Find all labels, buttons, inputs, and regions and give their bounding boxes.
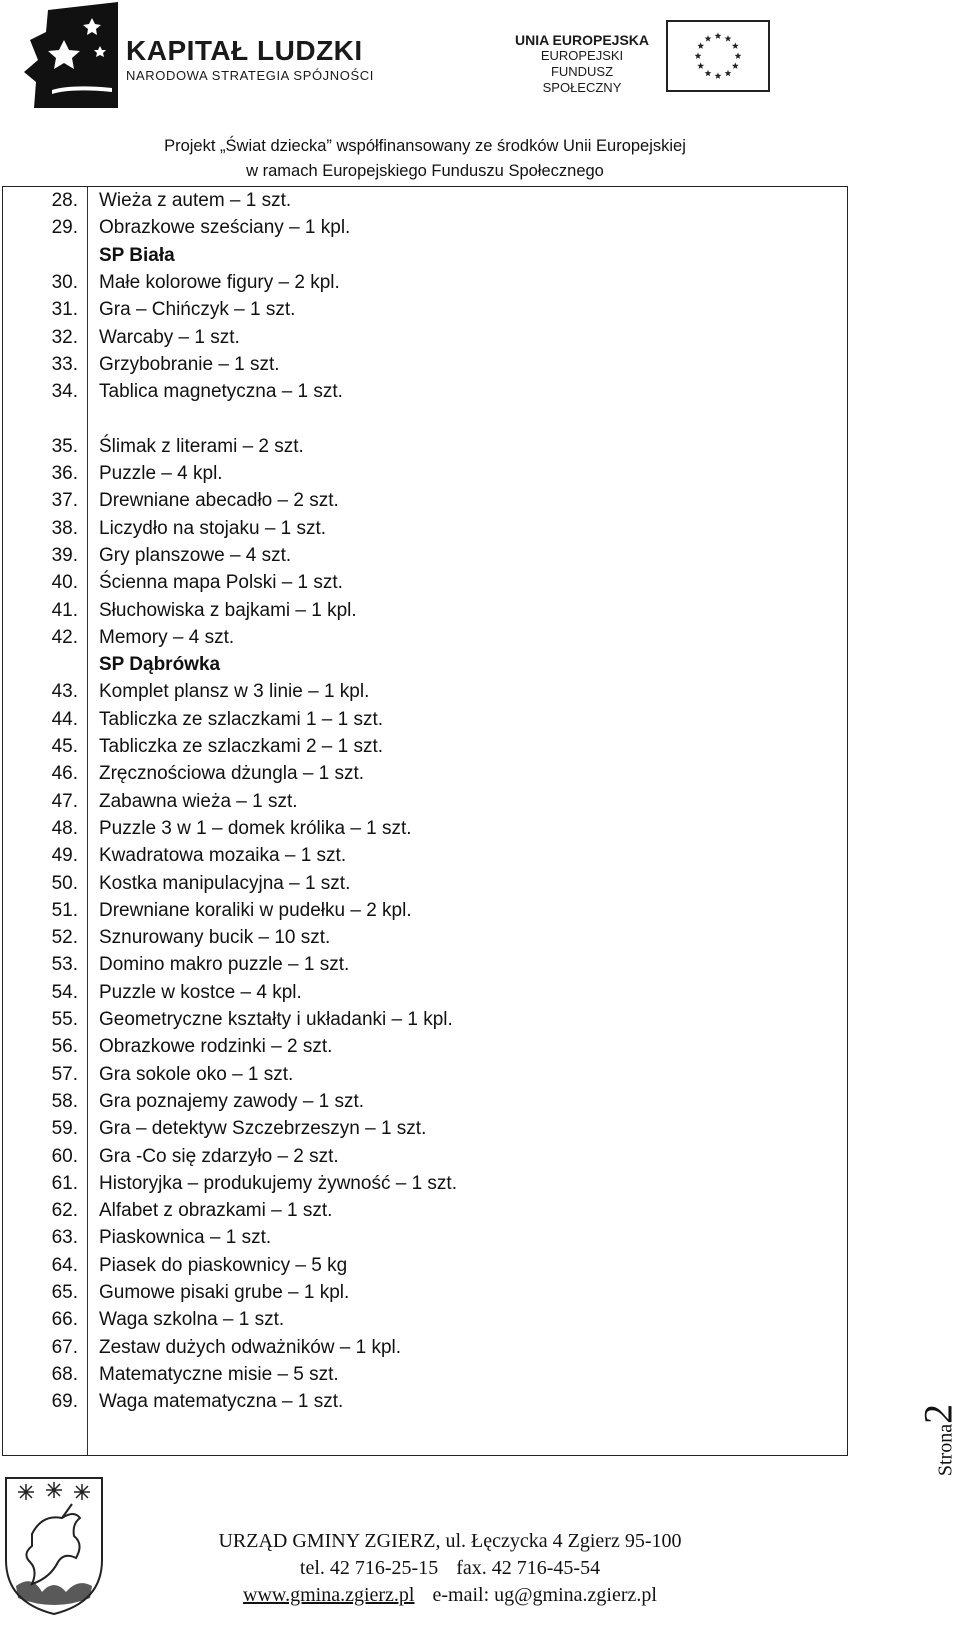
list-item — [3, 487, 847, 515]
list-item — [3, 733, 847, 761]
eu-star-icon — [715, 72, 722, 79]
list-item — [3, 569, 847, 597]
list-item — [3, 1088, 847, 1116]
org-subtitle: NARODOWA STRATEGIA SPÓJNOŚCI — [126, 68, 374, 83]
item-text: Waga matematyczna – 1 szt. — [99, 1391, 344, 1413]
item-number: 66. — [51, 1309, 78, 1331]
item-number: 34. — [51, 381, 78, 403]
item-text: Słuchowiska z bajkami – 1 kpl. — [99, 599, 357, 621]
eu-star-icon — [725, 70, 732, 77]
blank-row — [3, 405, 847, 433]
item-number: 60. — [51, 1145, 78, 1167]
list-item — [3, 1224, 847, 1252]
list-item — [3, 924, 847, 952]
item-text: Obrazkowe rodzinki – 2 szt. — [99, 1036, 333, 1058]
kapital-ludzki-logo — [22, 2, 122, 110]
page-label: Strona — [934, 1423, 957, 1477]
eu-line-2: EUROPEJSKI — [540, 48, 624, 63]
item-text: Domino makro puzzle – 1 szt. — [99, 954, 350, 976]
item-text: Obrazkowe sześciany – 1 kpl. — [99, 217, 351, 239]
item-number: 41. — [51, 599, 78, 621]
item-number: 49. — [51, 845, 78, 867]
item-number: 35. — [51, 435, 78, 457]
item-text: Zręcznościowa dżungla – 1 szt. — [99, 763, 365, 785]
item-number: 63. — [51, 1227, 78, 1249]
item-text: Tabliczka ze szlaczkami 2 – 1 szt. — [99, 736, 384, 757]
item-number: 62. — [51, 1200, 78, 1222]
item-text: Drewniane koraliki w pudełku – 2 kpl. — [99, 899, 412, 921]
item-text: Waga szkolna – 1 szt. — [99, 1309, 285, 1331]
item-number: 40. — [51, 572, 78, 594]
eu-star-icon — [715, 32, 722, 39]
item-text: Ścienna mapa Polski – 1 szt. — [99, 572, 343, 594]
item-number: 39. — [51, 544, 78, 566]
item-number: 65. — [51, 1282, 78, 1303]
eu-star-icon — [725, 35, 732, 42]
item-number: 50. — [51, 872, 78, 894]
list-item — [3, 624, 847, 652]
item-text: Gra – detektyw Szczebrzeszyn – 1 szt. — [99, 1118, 427, 1140]
org-name: KAPITAŁ LUDZKI — [126, 35, 363, 66]
list-item — [3, 1306, 847, 1334]
list-item — [3, 1115, 847, 1143]
list-item — [3, 597, 847, 625]
item-number: 48. — [51, 817, 78, 839]
item-text: Warcaby – 1 szt. — [99, 326, 240, 348]
list-item — [3, 324, 847, 352]
eu-line-1: UNIA EUROPEJSKA — [514, 32, 650, 48]
item-text: Kwadratowa mozaika – 1 szt. — [99, 845, 347, 867]
footer-web — [150, 1582, 750, 1609]
list-item — [3, 815, 847, 843]
list-item — [3, 269, 847, 297]
eu-star-icon — [732, 62, 739, 69]
item-number: 46. — [51, 763, 78, 785]
project-note — [150, 134, 700, 184]
item-text: Tablica magnetyczna – 1 szt. — [99, 381, 343, 403]
project-line-1: Projekt „Świat dziecka” współfinansowany ze środków Unii Europejskiej — [164, 137, 686, 155]
item-number: 52. — [51, 927, 78, 949]
item-text: Puzzle 3 w 1 – domek królika – 1 szt. — [99, 817, 412, 839]
footer-phones — [150, 1555, 750, 1582]
item-number: 28. — [51, 190, 78, 211]
zgierz-crest-icon — [2, 1474, 106, 1616]
item-number: 33. — [51, 353, 78, 375]
list-item — [3, 1170, 847, 1198]
item-number: 56. — [51, 1036, 78, 1058]
item-text: Wieża z autem – 1 szt. — [99, 190, 292, 211]
item-number: 67. — [51, 1336, 78, 1358]
item-text: Puzzle – 4 kpl. — [99, 463, 223, 484]
list-item — [3, 1061, 847, 1089]
eu-flag-icon — [666, 20, 770, 92]
item-number: 30. — [51, 271, 78, 293]
list-item — [3, 760, 847, 788]
item-text: Piaskownica – 1 szt. — [99, 1227, 272, 1249]
item-number: 42. — [51, 626, 78, 648]
section-title: SP Dąbrówka — [99, 654, 221, 676]
item-number: 36. — [51, 463, 78, 484]
footer-fax: fax. 42 716-45-54 — [456, 1557, 601, 1579]
item-text: Memory – 4 szt. — [99, 626, 235, 648]
list-item — [3, 979, 847, 1007]
item-text: Puzzle w kostce – 4 kpl. — [99, 981, 302, 1003]
list-item — [3, 378, 847, 406]
list-item — [3, 788, 847, 816]
item-text: Gra sokole oko – 1 szt. — [99, 1063, 294, 1085]
item-number: 61. — [51, 1172, 78, 1194]
eu-line-3: FUNDUSZ SPOŁECZNY — [542, 64, 622, 95]
items-table — [2, 186, 848, 1456]
item-number: 29. — [51, 217, 78, 239]
section-header-row — [3, 242, 847, 270]
list-item — [3, 1361, 847, 1389]
item-number: 55. — [51, 1009, 78, 1030]
item-text: Gry planszowe – 4 szt. — [99, 544, 292, 566]
list-item — [3, 706, 847, 734]
item-text: Kostka manipulacyjna – 1 szt. — [99, 872, 351, 894]
list-item — [3, 296, 847, 324]
list-item — [3, 897, 847, 925]
item-number: 44. — [51, 708, 78, 730]
item-number: 54. — [51, 981, 78, 1003]
item-text: Małe kolorowe figury – 2 kpl. — [99, 271, 340, 293]
item-text: Alfabet z obrazkami – 1 szt. — [99, 1200, 333, 1222]
item-number: 43. — [51, 681, 78, 703]
list-item — [3, 1197, 847, 1225]
item-text: Geometryczne kształty i układanki – 1 kpl. — [99, 1009, 453, 1030]
footer-phone: tel. 42 716-25-15 — [299, 1557, 439, 1579]
list-item — [3, 678, 847, 706]
list-item — [3, 351, 847, 379]
item-number: 51. — [51, 899, 78, 921]
footer-email: e-mail: ug@gmina.zgierz.pl — [432, 1584, 657, 1606]
list-item — [3, 187, 847, 215]
item-text: Historyjka – produkujemy żywność – 1 szt. — [99, 1172, 457, 1194]
list-item — [3, 1334, 847, 1362]
list-item — [3, 1006, 847, 1034]
list-item — [3, 542, 847, 570]
item-number: 58. — [51, 1090, 78, 1112]
item-text: Gra -Co się zdarzyło – 2 szt. — [99, 1145, 339, 1167]
item-text: Komplet plansz w 3 linie – 1 kpl. — [99, 681, 370, 703]
eu-star-icon — [732, 42, 739, 49]
item-text: Zestaw dużych odważników – 1 kpl. — [99, 1336, 402, 1358]
project-line-2: w ramach Europejskiego Funduszu Społecznego — [246, 162, 604, 180]
section-header-row — [3, 651, 847, 679]
list-item — [3, 433, 847, 461]
item-number: 64. — [51, 1254, 78, 1276]
item-text: Gumowe pisaki grube – 1 kpl. — [99, 1282, 350, 1303]
item-text: Sznurowany bucik – 10 szt. — [99, 927, 331, 949]
list-item — [3, 1252, 847, 1280]
item-number: 53. — [51, 954, 78, 976]
item-text: Liczydło na stojaku – 1 szt. — [99, 517, 327, 539]
item-number: 57. — [51, 1063, 78, 1085]
item-text: Gra poznajemy zawody – 1 szt. — [99, 1090, 365, 1112]
eu-wordmark — [510, 32, 654, 96]
item-text: Grzybobranie – 1 szt. — [99, 353, 280, 375]
kapital-ludzki-wordmark — [126, 36, 374, 83]
list-item — [3, 1143, 847, 1171]
item-text: Ślimak z literami – 2 szt. — [99, 435, 304, 457]
eu-star-icon — [705, 70, 712, 77]
item-number: 31. — [51, 299, 78, 321]
list-item — [3, 460, 847, 488]
list-item — [3, 1033, 847, 1061]
item-text: Drewniane abecadło – 2 szt. — [99, 490, 339, 512]
item-number: 59. — [51, 1118, 78, 1140]
page-number-marker — [915, 1395, 960, 1485]
item-text: Zabawna wieża – 1 szt. — [99, 790, 298, 812]
item-number: 68. — [51, 1363, 78, 1385]
eu-star-icon — [735, 52, 742, 59]
item-number: 38. — [51, 517, 78, 539]
eu-star-icon — [697, 62, 704, 69]
list-item — [3, 214, 847, 242]
item-text: Piasek do piaskownicy – 5 kg — [99, 1254, 348, 1276]
list-item — [3, 1279, 847, 1307]
item-text: Matematyczne misie – 5 szt. — [99, 1363, 339, 1385]
list-item — [3, 515, 847, 543]
eu-star-icon — [697, 42, 704, 49]
section-title: SP Biała — [99, 244, 175, 266]
footer-contact — [150, 1528, 750, 1609]
page-number: 2 — [915, 1403, 960, 1424]
list-item — [3, 1388, 847, 1416]
item-text: Tabliczka ze szlaczkami 1 – 1 szt. — [99, 708, 384, 730]
eu-star-icon — [695, 52, 702, 59]
list-item — [3, 870, 847, 898]
list-item — [3, 842, 847, 870]
item-number: 32. — [51, 326, 78, 348]
website-link[interactable]: www.gmina.zgierz.pl — [243, 1584, 415, 1606]
eu-star-icon — [705, 35, 712, 42]
item-text: Gra – Chińczyk – 1 szt. — [99, 299, 296, 321]
item-number: 37. — [51, 490, 78, 512]
item-number: 45. — [51, 736, 78, 757]
footer-address: URZĄD GMINY ZGIERZ, ul. Łęczycka 4 Zgierz 95-100 — [218, 1530, 682, 1552]
item-number: 69. — [51, 1391, 78, 1413]
item-number: 47. — [51, 790, 78, 812]
list-item — [3, 951, 847, 979]
